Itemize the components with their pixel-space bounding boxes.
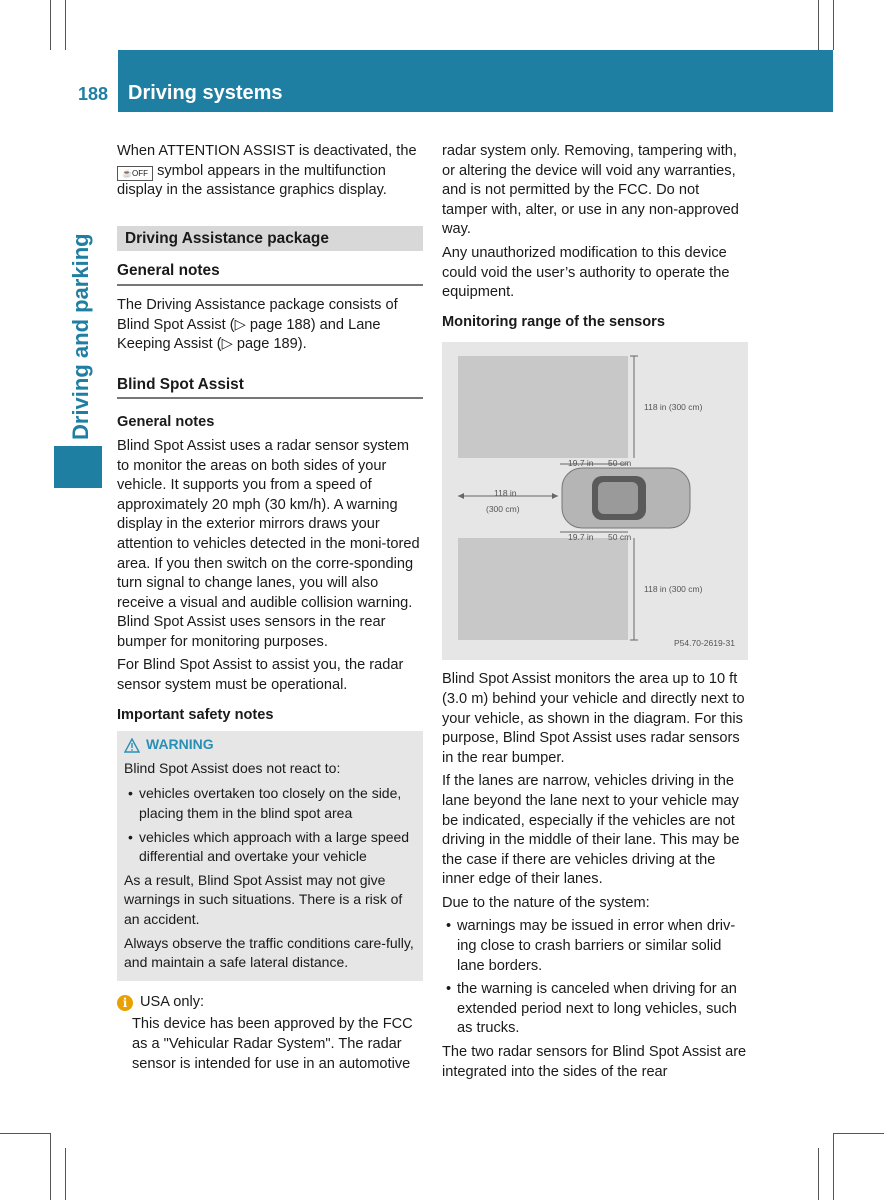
heading-safety-notes: Important safety notes <box>117 706 274 723</box>
label-rear-in: 118 in <box>494 488 517 499</box>
crop-mark <box>50 0 51 50</box>
monitoring-range-diagram <box>442 342 748 660</box>
label-top-range: 118 in (300 cm) <box>644 402 703 413</box>
bsa-paragraph-2: For Blind Spot Assist to assist you, the radar sensor system must be operational. <box>117 657 404 694</box>
left-column <box>117 142 423 1074</box>
info-text: This device has been approved by the FCC as a "Vehicular Radar System". The radar sensor is intended for use in an automotive <box>132 1016 413 1072</box>
subheading-general-notes: General notes <box>117 261 423 286</box>
monitor-paragraph: Blind Spot Assist monitors the area up to 10 ft (3.0 m) behind your vehicle and directly next to your vehicle, as shown in the diagram. For this purpose, Blind Spot Assist uses radar sensors in the rear bumper. <box>442 671 745 766</box>
page-title: Driving systems <box>128 82 283 104</box>
label-side-bot-in: 19.7 in <box>568 532 594 543</box>
nature-list <box>442 917 748 1039</box>
modification-paragraph: Any unauthorized modification to this device could void the user’s authority to operate the equipment. <box>442 244 730 301</box>
crop-mark <box>65 0 66 50</box>
crop-mark <box>0 1133 50 1134</box>
crop-mark <box>818 0 819 50</box>
car-icon <box>562 468 690 528</box>
warning-box <box>117 731 423 981</box>
list-item: • the warning is canceled when driving for an extended period next to long vehicles, such as trucks. <box>442 980 748 1039</box>
heading-general-notes: General notes <box>117 414 215 431</box>
label-side-top-cm: 50 cm <box>608 458 632 469</box>
info-icon: i <box>117 995 133 1011</box>
package-paragraph: The Driving Assistance package consists of Blind Spot Assist (▷ page 188) and Lane Keeping Assist (▷ page 189). <box>117 296 398 353</box>
attention-assist-off-icon: ☕OFF <box>117 166 153 181</box>
nature-paragraph: Due to the nature of the system: <box>442 894 650 911</box>
side-tab-label: Driving and parking <box>68 233 93 440</box>
intro-paragraph <box>117 142 423 201</box>
warning-label: WARNING <box>146 736 214 753</box>
warning-title <box>124 735 415 755</box>
bsa-paragraph: Blind Spot Assist uses a radar sensor system to monitor the areas on both sides of your vehicle. It supports you from a speed of approximately 20 mph (30 km/h). A warning display in the exterior mirrors draws your attention to vehicles detected in the moni-tored area. If you then switch on the corre-sponding turn signal to change lanes, you will also receive a visual and audible collision warning. Blind Spot Assist uses sensors in the rear bumper for monitoring purposes. <box>117 437 420 650</box>
info-note <box>117 993 423 1074</box>
continued-paragraph: radar system only. Removing, tampering with, or altering the device will void any warranties, and is not permitted by the FCC. Do not tamper with, alter, or use in any non-approved way. <box>442 143 739 238</box>
list-item: • vehicles which approach with a large speed differential and overtake your vehicle <box>124 828 415 867</box>
warning-triangle-icon <box>124 738 140 753</box>
crop-mark <box>50 1133 51 1200</box>
warning-intro: Blind Spot Assist does not react to: <box>124 759 341 776</box>
heading-monitoring-range: Monitoring range of the sensors <box>442 313 665 330</box>
page-number: 188 <box>78 84 109 104</box>
crop-mark <box>834 1133 884 1134</box>
warning-advice: Always observe the traffic conditions care-fully, and maintain a safe lateral distance. <box>124 934 414 971</box>
label-side-bot-cm: 50 cm <box>608 532 632 543</box>
list-item: • warnings may be issued in error when driv-ing close to crash barriers or similar solid lane borders. <box>442 917 748 976</box>
sensors-paragraph: The two radar sensors for Blind Spot Assist are integrated into the sides of the rear <box>442 1044 747 1080</box>
crop-mark <box>65 1148 66 1200</box>
section-heading: Driving Assistance package <box>117 226 423 252</box>
info-label: USA only: <box>140 993 205 1010</box>
label-rear-cm: (300 cm) <box>486 504 520 515</box>
right-column <box>442 142 748 1086</box>
diagram-code: P54.70-2619-31 <box>674 638 735 649</box>
crop-mark <box>833 0 834 50</box>
warning-result: As a result, Blind Spot Assist may not give warnings in such situations. There is a risk of an accident. <box>124 871 403 927</box>
intro-text-b: symbol appears in the multifunction display in the assistance graphics display. <box>117 162 387 199</box>
label-bottom-range: 118 in (300 cm) <box>644 584 703 595</box>
narrow-lanes-paragraph: If the lanes are narrow, vehicles driving in the lane beyond the lane next to your vehicle may be indicated, especially if the vehicles are not driving in the middle of their lane. This may be the case if there are vehicles driving at the inner edge of their lanes. <box>442 773 740 888</box>
page-number-box <box>54 50 114 112</box>
crop-mark <box>818 1148 819 1200</box>
list-item: • vehicles overtaken too closely on the side, placing them in the blind spot area <box>124 784 415 823</box>
crop-mark <box>833 1133 834 1200</box>
subheading-blind-spot-assist: Blind Spot Assist <box>117 375 423 400</box>
intro-text-a: When ATTENTION ASSIST is deactivated, the <box>117 143 417 159</box>
side-tab-marker <box>54 446 102 488</box>
label-side-top-in: 19.7 in <box>568 458 594 469</box>
warning-list <box>124 784 415 866</box>
